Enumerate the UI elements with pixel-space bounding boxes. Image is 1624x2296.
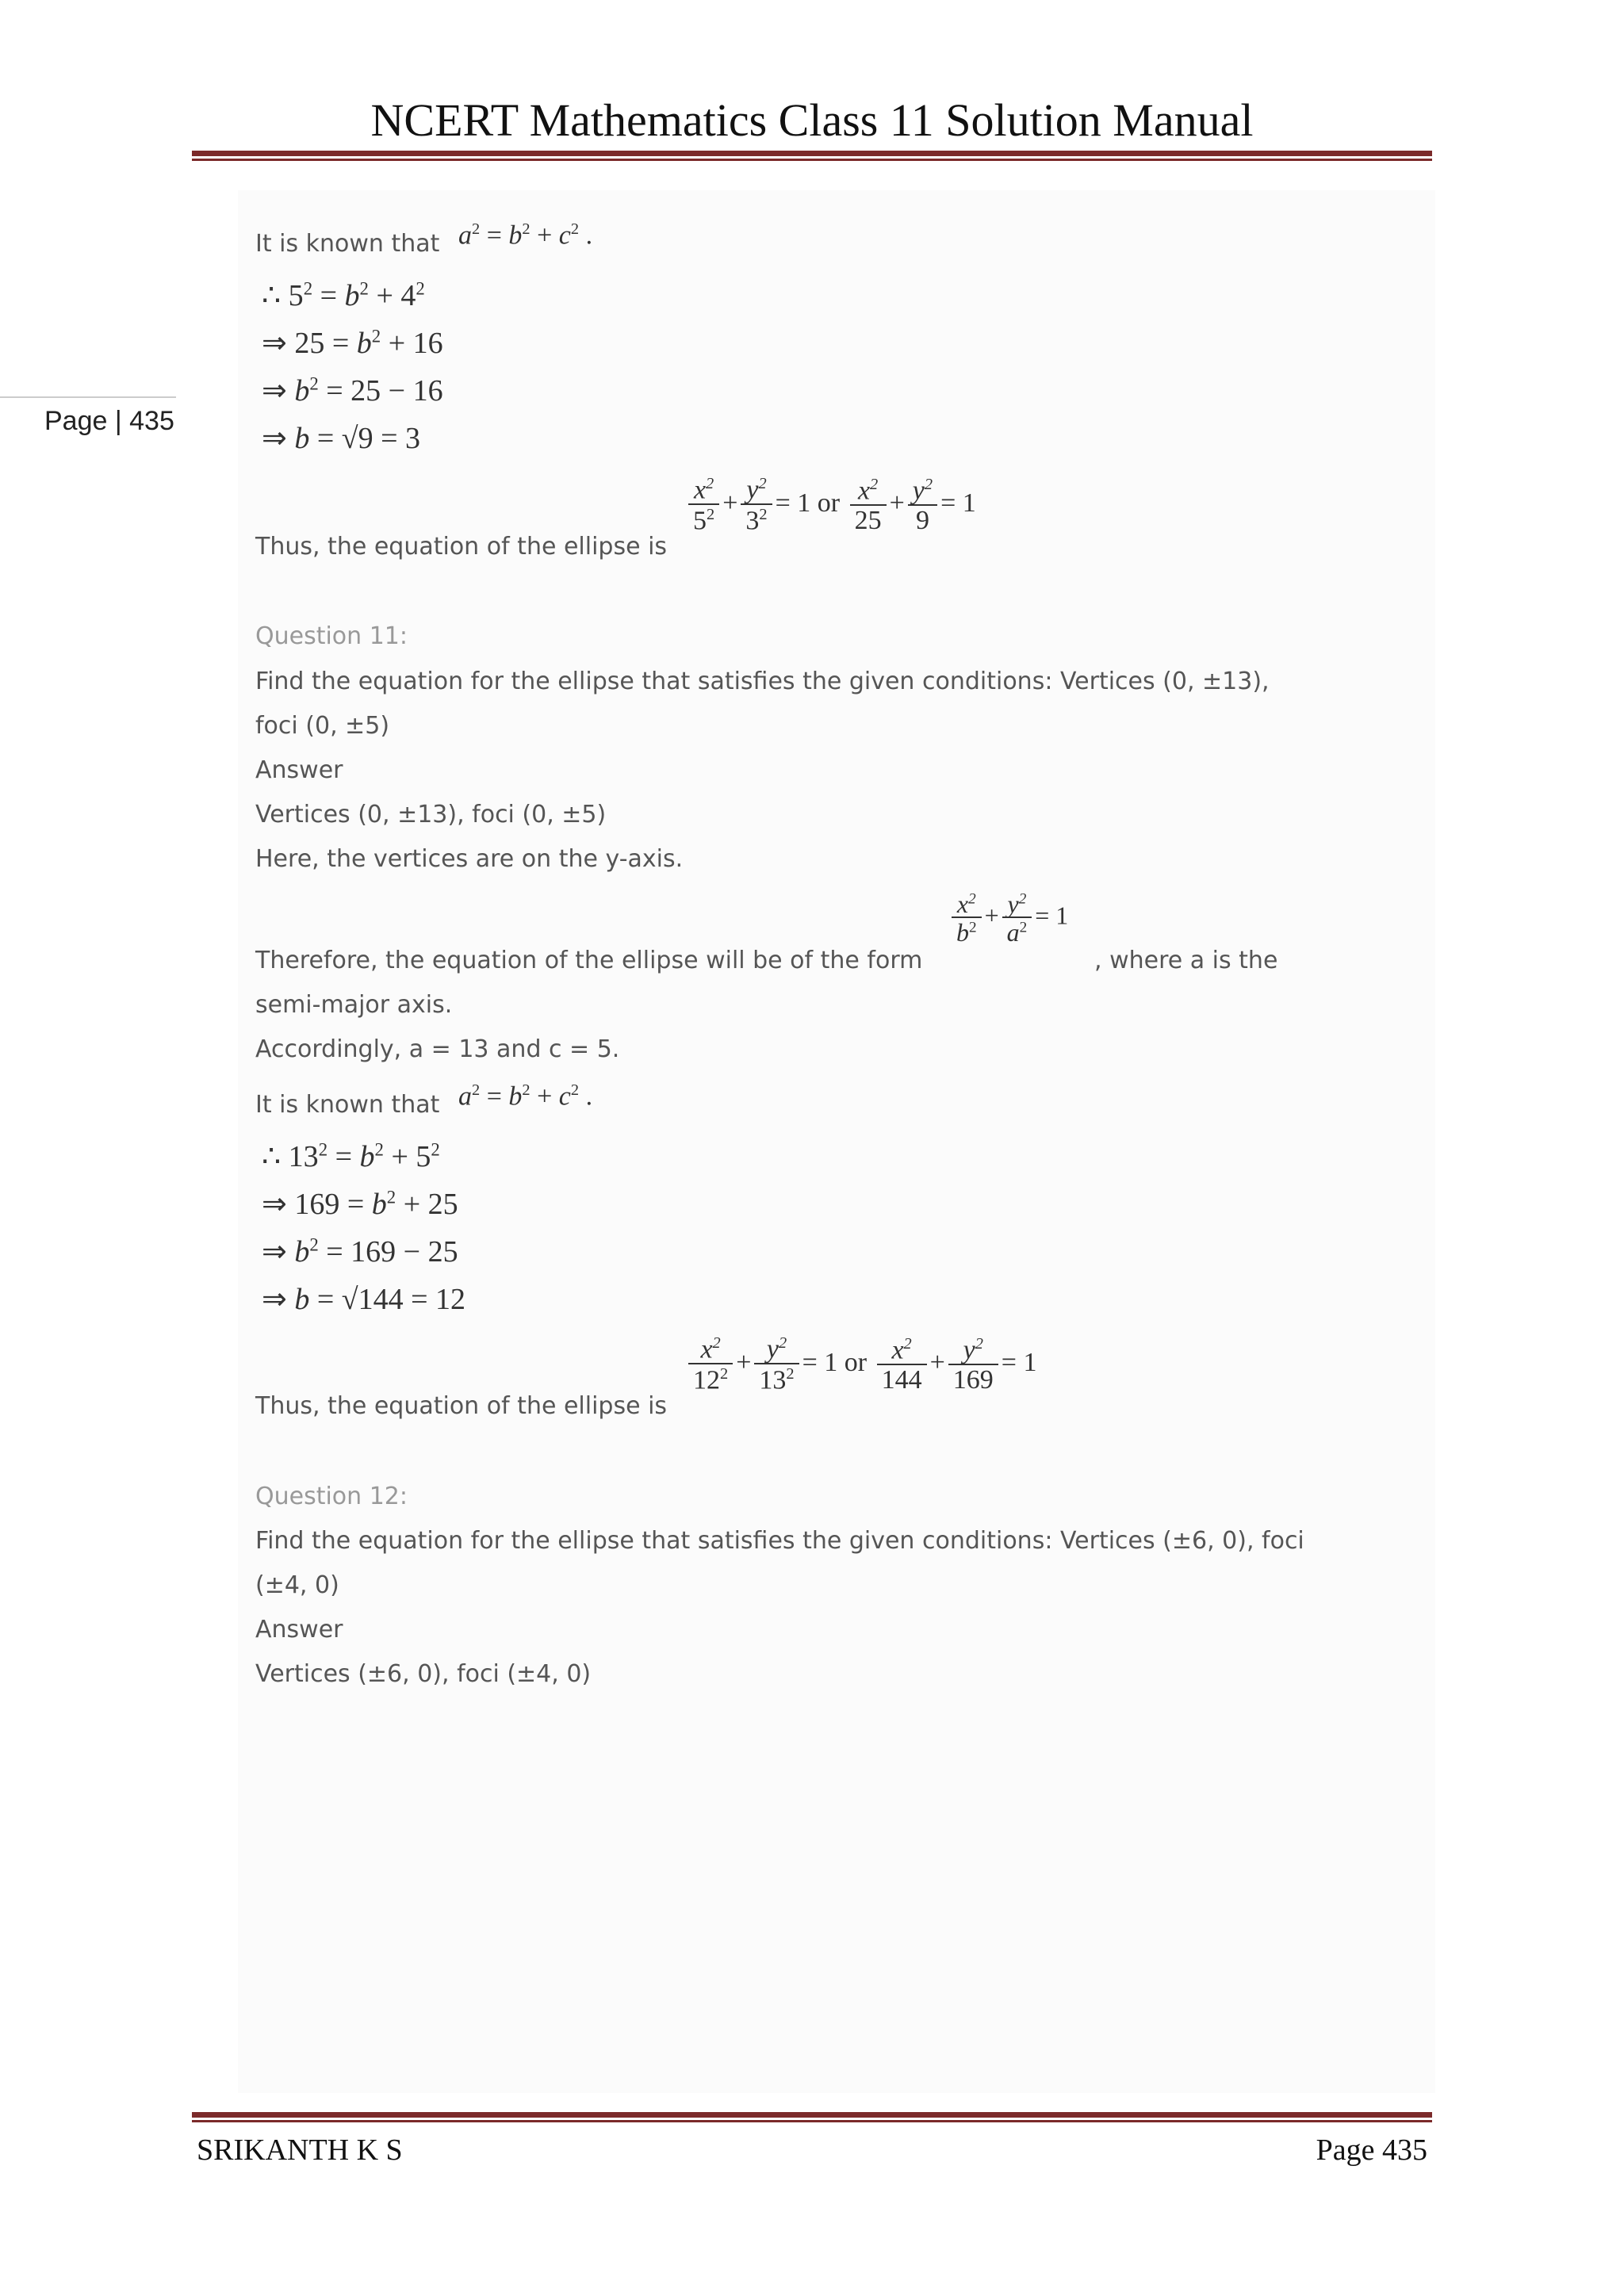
- given-12: Vertices (±6, 0), foci (±4, 0): [255, 1660, 592, 1688]
- here-11: Here, the vertices are on the y-axis.: [255, 845, 684, 873]
- given-11: Vertices (0, ±13), foci (0, ±5): [255, 801, 607, 828]
- ellipse-equation-11: $\frac{x^2}{12^2}$ + $\frac{y^2}{13^2}$ = 1 or $\frac{x^2}{144}$ + $\frac{y^2}{169}$ = 1: [685, 1335, 1036, 1395]
- accordingly-11: Accordingly, a = 13 and c = 5.: [255, 1035, 620, 1063]
- question-12-text-line2: (±4, 0): [255, 1571, 339, 1599]
- side-divider: [0, 396, 176, 398]
- eq-step-1: ∴ $5^2 = b^2 + 4^2$: [262, 278, 425, 312]
- answer-label-12: Answer: [255, 1616, 343, 1644]
- footer-author: SRIKANTH K S: [197, 2133, 403, 2167]
- form-equation-11: $\frac{x^2}{b^2}$ + $\frac{y^2}{a^2}$ = 1: [948, 891, 1068, 945]
- question-12-text-line1: Find the equation for the ellipse that satisfies the given conditions: Vertices (±6, 0), foci: [255, 1527, 1304, 1555]
- equation-known-11: $a^2 = b^2 + c^2$ .: [458, 1081, 593, 1112]
- header-rule-thin: [192, 159, 1432, 161]
- semi-11: semi-major axis.: [255, 991, 453, 1019]
- header-rule: [192, 151, 1432, 156]
- eq-step-4: ⇒ b = √9 = 3: [262, 422, 421, 455]
- where-11: , where a is the: [1094, 947, 1278, 974]
- equation-known-1: $a^2 = b^2 + c^2$ .: [458, 220, 593, 251]
- answer-label-11: Answer: [255, 756, 343, 784]
- known-text-1: It is known that: [255, 230, 440, 258]
- eq11-step-3: ⇒ $b^2 = 169 - 25$: [262, 1234, 458, 1269]
- question-11-text-line2: foci (0, ±5): [255, 712, 390, 740]
- eq-step-2: ⇒ $25 = b^2 + 16$: [262, 326, 443, 360]
- thus-text-1: Thus, the equation of the ellipse is: [255, 533, 668, 561]
- eq11-step-4: ⇒ b = √144 = 12: [262, 1283, 466, 1316]
- thus-text-11: Thus, the equation of the ellipse is: [255, 1392, 668, 1420]
- footer-page-number: Page 435: [1316, 2133, 1427, 2167]
- ellipse-equation-1: $\frac{x^2}{5^2}$ + $\frac{y^2}{3^2}$ = 1 or $\frac{x^2}{25}$ + $\frac{y^2}{9}$ = 1: [685, 476, 976, 535]
- footer-rule-thin: [192, 2120, 1432, 2122]
- side-page-label: Page | 435: [44, 406, 174, 436]
- eq-step-3: ⇒ $b^2 = 25 - 16$: [262, 373, 443, 408]
- question-12-heading: Question 12:: [255, 1483, 408, 1510]
- therefore-11: Therefore, the equation of the ellipse will be of the form: [255, 947, 923, 974]
- eq11-step-1: ∴ $13^2 = b^2 + 5^2$: [262, 1139, 440, 1173]
- question-11-text-line1: Find the equation for the ellipse that satisfies the given conditions: Vertices (0, ±13),: [255, 668, 1270, 695]
- question-11-heading: Question 11:: [255, 622, 408, 650]
- known-text-11: It is known that: [255, 1091, 440, 1119]
- page-title: NCERT Mathematics Class 11 Solution Manual: [370, 94, 1254, 146]
- eq11-step-2: ⇒ $169 = b^2 + 25$: [262, 1187, 458, 1221]
- footer-rule: [192, 2112, 1432, 2118]
